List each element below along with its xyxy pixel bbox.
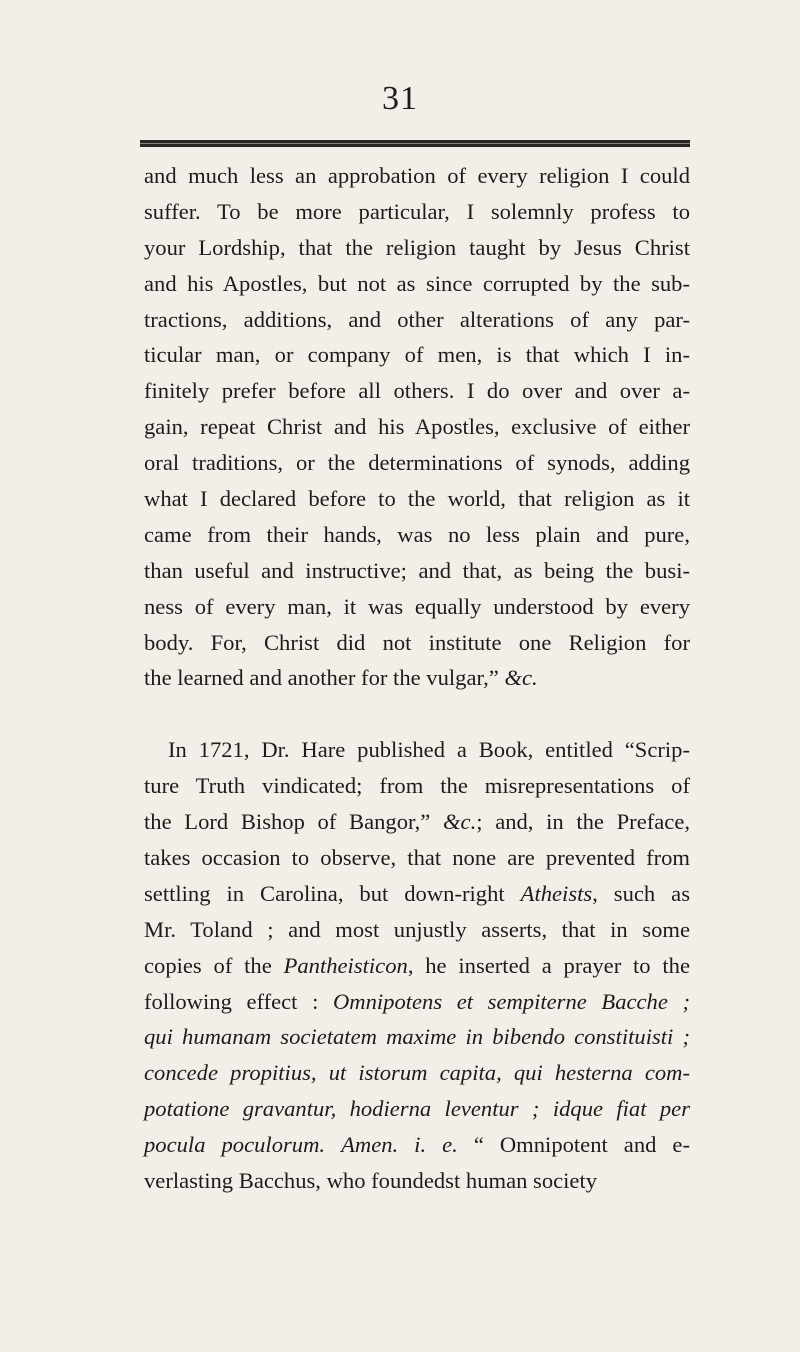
text-line: takes occasion to observe, that none are prevented from <box>144 845 690 871</box>
text-line: ticular man, or company of men, is that which I in- <box>144 342 690 368</box>
latin-prayer: potatione gravantur, hodierna leventur ; idque fiat per <box>144 1096 690 1122</box>
latin-prayer: pocula poculorum. <box>144 1132 326 1158</box>
italic-term: Atheists <box>520 880 593 906</box>
text-line: tractions, additions, and other alterations of any par- <box>144 306 690 332</box>
text-segment: the learned and another for the vulgar,” <box>144 665 499 691</box>
text-segment: ; and, in the Preface, <box>476 809 690 835</box>
text-line: and his Apostles, but not as since corrupted by the sub- <box>144 270 690 296</box>
text-segment: the Lord Bishop of Bangor,” <box>144 809 431 835</box>
page-number: 31 <box>382 80 418 117</box>
text-line: your Lordship, that the religion taught by Jesus Christ <box>144 234 690 260</box>
italic-title: Pantheisticon <box>283 952 408 978</box>
etc-abbreviation: &c. <box>442 809 477 835</box>
text-line: ness of every man, it was equally understood by every <box>144 593 690 619</box>
text-segment: “ Omnipotent and e- <box>473 1132 690 1158</box>
text-segment: , such as <box>592 880 690 906</box>
text-segment: copies of the <box>144 952 272 978</box>
text-line <box>144 1019 690 1055</box>
text-line <box>144 876 690 912</box>
text-line: verlasting Bacchus, who foundedst human society <box>144 1168 598 1194</box>
text-line <box>144 984 690 1020</box>
text-line <box>144 1091 690 1127</box>
body-text <box>144 158 690 1199</box>
text-segment: settling in Carolina, but down-right <box>144 880 505 906</box>
latin-prayer: Omnipotens et sempiterne Bacche ; <box>332 988 690 1014</box>
paragraph-2 <box>144 732 690 1199</box>
text-line: suffer. To be more particular, I solemnly profess to <box>144 198 690 224</box>
text-line <box>144 804 690 840</box>
latin-prayer: concede propitius, ut istorum capita, qui hesterna com- <box>144 1060 690 1086</box>
text-line: came from their hands, was no less plain and pure, <box>144 521 690 547</box>
text-line: oral traditions, or the determinations of synods, adding <box>144 450 690 476</box>
text-line: what I declared before to the world, that religion as it <box>144 486 690 512</box>
text-line <box>144 660 690 696</box>
latin-translation-marker: Amen. i. e. <box>341 1132 458 1158</box>
text-line: finitely prefer before all others. I do over and over a- <box>144 378 690 404</box>
text-line: and much less an approbation of every religion I could <box>144 163 690 188</box>
latin-prayer: qui humanam societatem maxime in bibendo constituisti ; <box>144 1024 690 1050</box>
paragraph-1 <box>144 158 690 696</box>
text-segment: following effect : <box>144 988 319 1014</box>
etc-abbreviation: &c. <box>504 665 538 691</box>
text-line <box>144 1055 690 1091</box>
paragraph-gap <box>144 696 690 732</box>
text-line: than useful and instructive; and that, as being the busi- <box>144 557 690 583</box>
text-line: ture Truth vindicated; from the misrepresentations of <box>144 773 690 799</box>
text-segment: , he inserted a prayer to the <box>407 952 690 978</box>
text-line <box>144 1127 690 1163</box>
header-rule <box>140 140 690 147</box>
text-line <box>144 948 690 984</box>
text-line: In 1721, Dr. Hare published a Book, entitled “Scrip- <box>168 737 690 763</box>
text-line: body. For, Christ did not institute one Religion for <box>144 629 690 655</box>
text-line: gain, repeat Christ and his Apostles, exclusive of either <box>144 414 690 440</box>
text-line: Mr. Toland ; and most unjustly asserts, that in some <box>144 916 690 942</box>
